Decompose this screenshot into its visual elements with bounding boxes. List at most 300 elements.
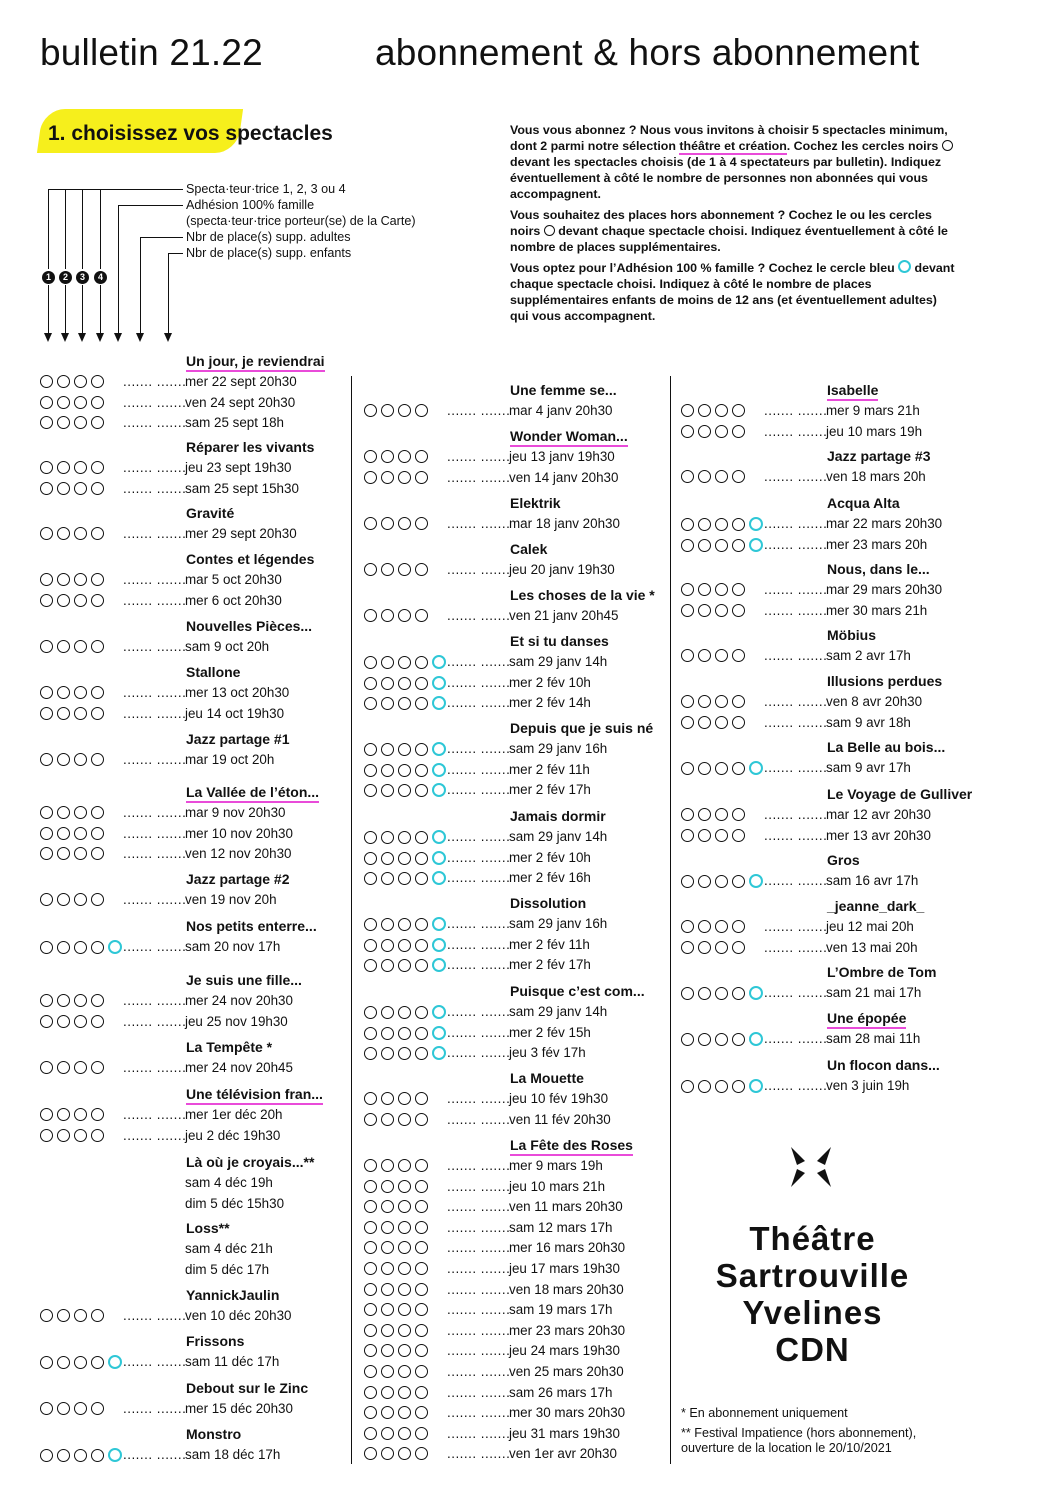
spectator-circle-checkbox[interactable] [364,1092,377,1105]
spectator-circle-checkbox[interactable] [415,609,428,622]
spectator-circle-checkbox[interactable] [415,677,428,690]
spectator-circle-checkbox[interactable] [40,1402,53,1415]
spectator-circle-checkbox[interactable] [40,1061,53,1074]
spectator-circle-checkbox[interactable] [681,808,694,821]
extra-places-fields[interactable]: ....... ....... [123,1447,187,1462]
spectator-circle-checkbox[interactable] [698,716,711,729]
spectator-circle-checkbox[interactable] [74,707,87,720]
spectator-circle-checkbox[interactable] [364,609,377,622]
spectator-circle-checkbox[interactable] [732,1033,745,1046]
extra-places-fields[interactable]: ....... ....... [447,1045,511,1061]
spectator-circle-checkbox[interactable] [715,716,728,729]
spectator-circle-checkbox[interactable] [415,784,428,797]
spectator-circle-checkbox[interactable] [364,852,377,865]
spectator-circle-checkbox[interactable] [681,987,694,1000]
spectator-circle-checkbox[interactable] [74,396,87,409]
spectator-circle-checkbox[interactable] [364,1447,377,1460]
spectator-circle-checkbox[interactable] [681,583,694,596]
spectator-circle-checkbox[interactable] [40,416,53,429]
spectator-circle-checkbox[interactable] [381,1159,394,1172]
spectator-circle-checkbox[interactable] [91,994,104,1007]
spectator-circle-checkbox[interactable] [91,1356,104,1369]
spectator-circle-checkbox[interactable] [698,829,711,842]
spectator-circle-checkbox[interactable] [91,482,104,495]
extra-places-fields[interactable]: ....... ....... [764,694,828,709]
extra-places-fields[interactable]: ....... ....... [123,572,187,587]
spectator-circle-checkbox[interactable] [381,872,394,885]
extra-places-fields[interactable]: ....... ....... [123,1401,187,1416]
spectator-circle-checkbox[interactable] [381,450,394,463]
spectator-circle-checkbox[interactable] [732,808,745,821]
spectator-circle-checkbox[interactable] [415,1241,428,1254]
extra-places-fields[interactable]: ....... ....... [764,827,828,843]
spectator-circle-checkbox[interactable] [415,563,428,576]
spectator-circle-checkbox[interactable] [415,852,428,865]
extra-places-fields[interactable]: ....... ....... [447,870,511,886]
spectator-circle-checkbox[interactable] [681,425,694,438]
spectator-circle-checkbox[interactable] [381,831,394,844]
spectator-circle-checkbox[interactable] [364,656,377,669]
spectator-circle-checkbox[interactable] [681,518,694,531]
spectator-circle-checkbox[interactable] [57,1356,70,1369]
spectator-circle-checkbox[interactable] [715,762,728,775]
extra-places-fields[interactable]: ....... ....... [764,919,828,934]
spectator-circle-checkbox[interactable] [681,762,694,775]
spectator-circle-checkbox[interactable] [40,1449,53,1462]
spectator-circle-checkbox[interactable] [698,875,711,888]
spectator-circle-checkbox[interactable] [415,918,428,931]
spectator-circle-checkbox[interactable] [57,640,70,653]
spectator-circle-checkbox[interactable] [40,686,53,699]
extra-places-fields[interactable]: ....... ....... [123,685,187,700]
spectator-circle-checkbox[interactable] [57,941,70,954]
spectator-circle-checkbox[interactable] [381,656,394,669]
spectator-circle-checkbox[interactable] [74,753,87,766]
spectator-circle-checkbox[interactable] [74,594,87,607]
spectator-circle-checkbox[interactable] [91,527,104,540]
extra-places-fields[interactable]: ....... ....... [764,939,828,955]
spectator-circle-checkbox[interactable] [398,450,411,463]
family-circle-checkbox[interactable] [432,763,446,777]
spectator-circle-checkbox[interactable] [698,987,711,1000]
spectator-circle-checkbox[interactable] [698,762,711,775]
spectator-circle-checkbox[interactable] [398,1262,411,1275]
spectator-circle-checkbox[interactable] [364,563,377,576]
spectator-circle-checkbox[interactable] [74,686,87,699]
spectator-circle-checkbox[interactable] [398,656,411,669]
spectator-circle-checkbox[interactable] [40,640,53,653]
spectator-circle-checkbox[interactable] [364,1365,377,1378]
spectator-circle-checkbox[interactable] [415,1047,428,1060]
extra-places-fields[interactable]: ....... ....... [447,469,511,485]
extra-places-fields[interactable]: ....... ....... [447,1091,511,1106]
family-circle-checkbox[interactable] [432,917,446,931]
spectator-circle-checkbox[interactable] [415,450,428,463]
extra-places-fields[interactable]: ....... ....... [123,1107,187,1122]
family-circle-checkbox[interactable] [432,696,446,710]
spectator-circle-checkbox[interactable] [681,716,694,729]
extra-places-fields[interactable]: ....... ....... [764,516,828,531]
spectator-circle-checkbox[interactable] [40,1356,53,1369]
spectator-circle-checkbox[interactable] [415,831,428,844]
spectator-circle-checkbox[interactable] [415,939,428,952]
spectator-circle-checkbox[interactable] [91,941,104,954]
spectator-circle-checkbox[interactable] [398,1427,411,1440]
extra-places-fields[interactable]: ....... ....... [447,1302,511,1318]
spectator-circle-checkbox[interactable] [381,1047,394,1060]
spectator-circle-checkbox[interactable] [398,1447,411,1460]
extra-places-fields[interactable]: ....... ....... [447,1343,511,1359]
spectator-circle-checkbox[interactable] [715,808,728,821]
extra-places-fields[interactable]: ....... ....... [447,562,511,577]
spectator-circle-checkbox[interactable] [364,1427,377,1440]
spectator-circle-checkbox[interactable] [91,1015,104,1028]
extra-places-fields[interactable]: ....... ....... [447,1405,511,1421]
spectator-circle-checkbox[interactable] [364,1283,377,1296]
spectator-circle-checkbox[interactable] [732,875,745,888]
extra-places-fields[interactable]: ....... ....... [447,849,511,865]
spectator-circle-checkbox[interactable] [40,461,53,474]
spectator-circle-checkbox[interactable] [364,1241,377,1254]
spectator-circle-checkbox[interactable] [40,482,53,495]
spectator-circle-checkbox[interactable] [74,1449,87,1462]
spectator-circle-checkbox[interactable] [91,1449,104,1462]
spectator-circle-checkbox[interactable] [74,1015,87,1028]
extra-places-fields[interactable]: ....... ....... [764,423,828,439]
spectator-circle-checkbox[interactable] [57,396,70,409]
spectator-circle-checkbox[interactable] [364,1113,377,1126]
spectator-circle-checkbox[interactable] [398,1200,411,1213]
spectator-circle-checkbox[interactable] [364,697,377,710]
extra-places-fields[interactable]: ....... ....... [764,714,828,730]
extra-places-fields[interactable]: ....... ....... [447,1384,511,1400]
spectator-circle-checkbox[interactable] [57,847,70,860]
spectator-circle-checkbox[interactable] [57,416,70,429]
spectator-circle-checkbox[interactable] [381,1262,394,1275]
extra-places-fields[interactable]: ....... ....... [447,1024,511,1040]
spectator-circle-checkbox[interactable] [74,573,87,586]
spectator-circle-checkbox[interactable] [715,829,728,842]
spectator-circle-checkbox[interactable] [364,1303,377,1316]
family-circle-checkbox[interactable] [749,1079,763,1093]
spectator-circle-checkbox[interactable] [715,470,728,483]
extra-places-fields[interactable]: ....... ....... [764,985,828,1000]
spectator-circle-checkbox[interactable] [398,1027,411,1040]
spectator-circle-checkbox[interactable] [364,1406,377,1419]
spectator-circle-checkbox[interactable] [381,1365,394,1378]
spectator-circle-checkbox[interactable] [681,1033,694,1046]
spectator-circle-checkbox[interactable] [398,1113,411,1126]
spectator-circle-checkbox[interactable] [698,425,711,438]
family-circle-checkbox[interactable] [432,742,446,756]
spectator-circle-checkbox[interactable] [364,1180,377,1193]
spectator-circle-checkbox[interactable] [398,743,411,756]
spectator-circle-checkbox[interactable] [364,764,377,777]
spectator-circle-checkbox[interactable] [681,404,694,417]
spectator-circle-checkbox[interactable] [698,470,711,483]
spectator-circle-checkbox[interactable] [57,753,70,766]
spectator-circle-checkbox[interactable] [57,527,70,540]
family-circle-checkbox[interactable] [432,851,446,865]
spectator-circle-checkbox[interactable] [715,518,728,531]
extra-places-fields[interactable]: ....... ....... [123,480,187,496]
spectator-circle-checkbox[interactable] [91,594,104,607]
spectator-circle-checkbox[interactable] [364,784,377,797]
spectator-circle-checkbox[interactable] [398,784,411,797]
spectator-circle-checkbox[interactable] [381,1006,394,1019]
extra-places-fields[interactable]: ....... ....... [447,1364,511,1379]
spectator-circle-checkbox[interactable] [91,753,104,766]
spectator-circle-checkbox[interactable] [398,697,411,710]
spectator-circle-checkbox[interactable] [681,539,694,552]
spectator-circle-checkbox[interactable] [398,471,411,484]
extra-places-fields[interactable]: ....... ....... [764,807,828,822]
spectator-circle-checkbox[interactable] [681,470,694,483]
spectator-circle-checkbox[interactable] [415,1159,428,1172]
family-circle-checkbox[interactable] [432,938,446,952]
extra-places-fields[interactable]: ....... ....... [123,526,187,541]
spectator-circle-checkbox[interactable] [57,994,70,1007]
extra-places-fields[interactable]: ....... ....... [123,805,187,820]
spectator-circle-checkbox[interactable] [364,939,377,952]
spectator-circle-checkbox[interactable] [57,707,70,720]
spectator-circle-checkbox[interactable] [715,425,728,438]
family-circle-checkbox[interactable] [108,940,122,954]
extra-places-fields[interactable]: ....... ....... [764,760,828,775]
spectator-circle-checkbox[interactable] [398,1159,411,1172]
spectator-circle-checkbox[interactable] [715,583,728,596]
spectator-circle-checkbox[interactable] [398,1221,411,1234]
spectator-circle-checkbox[interactable] [732,941,745,954]
spectator-circle-checkbox[interactable] [91,640,104,653]
spectator-circle-checkbox[interactable] [698,1033,711,1046]
spectator-circle-checkbox[interactable] [91,1108,104,1121]
spectator-circle-checkbox[interactable] [40,806,53,819]
spectator-circle-checkbox[interactable] [381,939,394,952]
spectator-circle-checkbox[interactable] [40,847,53,860]
spectator-circle-checkbox[interactable] [381,1092,394,1105]
extra-places-fields[interactable]: ....... ....... [123,993,187,1008]
family-circle-checkbox[interactable] [749,538,763,552]
spectator-circle-checkbox[interactable] [715,875,728,888]
extra-places-fields[interactable]: ....... ....... [447,782,511,798]
spectator-circle-checkbox[interactable] [398,939,411,952]
spectator-circle-checkbox[interactable] [74,994,87,1007]
spectator-circle-checkbox[interactable] [74,461,87,474]
spectator-circle-checkbox[interactable] [398,1241,411,1254]
spectator-circle-checkbox[interactable] [698,941,711,954]
spectator-circle-checkbox[interactable] [364,677,377,690]
spectator-circle-checkbox[interactable] [681,920,694,933]
spectator-circle-checkbox[interactable] [40,753,53,766]
spectator-circle-checkbox[interactable] [732,604,745,617]
spectator-circle-checkbox[interactable] [415,1006,428,1019]
spectator-circle-checkbox[interactable] [715,539,728,552]
spectator-circle-checkbox[interactable] [40,375,53,388]
spectator-circle-checkbox[interactable] [40,893,53,906]
extra-places-fields[interactable]: ....... ....... [447,1446,511,1462]
spectator-circle-checkbox[interactable] [40,1309,53,1322]
spectator-circle-checkbox[interactable] [74,482,87,495]
extra-places-fields[interactable]: ....... ....... [764,1078,828,1093]
spectator-circle-checkbox[interactable] [57,1108,70,1121]
spectator-circle-checkbox[interactable] [715,404,728,417]
extra-places-fields[interactable]: ....... ....... [764,602,828,618]
spectator-circle-checkbox[interactable] [398,918,411,931]
spectator-circle-checkbox[interactable] [74,1402,87,1415]
spectator-circle-checkbox[interactable] [57,1402,70,1415]
spectator-circle-checkbox[interactable] [415,764,428,777]
spectator-circle-checkbox[interactable] [381,1241,394,1254]
extra-places-fields[interactable]: ....... ....... [123,1060,187,1075]
spectator-circle-checkbox[interactable] [398,1047,411,1060]
extra-places-fields[interactable]: ....... ....... [123,592,187,608]
spectator-circle-checkbox[interactable] [364,959,377,972]
spectator-circle-checkbox[interactable] [381,1406,394,1419]
spectator-circle-checkbox[interactable] [381,471,394,484]
spectator-circle-checkbox[interactable] [398,872,411,885]
extra-places-fields[interactable]: ....... ....... [123,415,187,431]
spectator-circle-checkbox[interactable] [381,1200,394,1213]
extra-places-fields[interactable]: ....... ....... [764,536,828,552]
spectator-circle-checkbox[interactable] [364,450,377,463]
spectator-circle-checkbox[interactable] [715,941,728,954]
extra-places-fields[interactable]: ....... ....... [447,916,511,931]
spectator-circle-checkbox[interactable] [40,1129,53,1142]
family-circle-checkbox[interactable] [749,874,763,888]
spectator-circle-checkbox[interactable] [74,941,87,954]
spectator-circle-checkbox[interactable] [74,1129,87,1142]
spectator-circle-checkbox[interactable] [698,920,711,933]
spectator-circle-checkbox[interactable] [415,1221,428,1234]
spectator-circle-checkbox[interactable] [381,1283,394,1296]
extra-places-fields[interactable]: ....... ....... [447,741,511,756]
extra-places-fields[interactable]: ....... ....... [123,939,187,954]
spectator-circle-checkbox[interactable] [415,872,428,885]
spectator-circle-checkbox[interactable] [415,1200,428,1213]
spectator-circle-checkbox[interactable] [698,1080,711,1093]
spectator-circle-checkbox[interactable] [381,1447,394,1460]
spectator-circle-checkbox[interactable] [415,656,428,669]
extra-places-fields[interactable]: ....... ....... [123,825,187,841]
spectator-circle-checkbox[interactable] [74,375,87,388]
spectator-circle-checkbox[interactable] [91,1061,104,1074]
extra-places-fields[interactable]: ....... ....... [123,705,187,721]
spectator-circle-checkbox[interactable] [732,920,745,933]
spectator-circle-checkbox[interactable] [40,573,53,586]
spectator-circle-checkbox[interactable] [381,1427,394,1440]
family-circle-checkbox[interactable] [108,1448,122,1462]
spectator-circle-checkbox[interactable] [415,697,428,710]
spectator-circle-checkbox[interactable] [364,1047,377,1060]
spectator-circle-checkbox[interactable] [40,994,53,1007]
spectator-circle-checkbox[interactable] [715,604,728,617]
spectator-circle-checkbox[interactable] [364,404,377,417]
spectator-circle-checkbox[interactable] [681,875,694,888]
spectator-circle-checkbox[interactable] [91,827,104,840]
spectator-circle-checkbox[interactable] [364,471,377,484]
spectator-circle-checkbox[interactable] [364,872,377,885]
family-circle-checkbox[interactable] [749,1032,763,1046]
spectator-circle-checkbox[interactable] [40,396,53,409]
family-circle-checkbox[interactable] [432,1026,446,1040]
spectator-circle-checkbox[interactable] [40,594,53,607]
extra-places-fields[interactable]: ....... ....... [123,460,187,475]
spectator-circle-checkbox[interactable] [91,396,104,409]
extra-places-fields[interactable]: ....... ....... [447,1004,511,1019]
spectator-circle-checkbox[interactable] [74,1356,87,1369]
spectator-circle-checkbox[interactable] [715,1033,728,1046]
spectator-circle-checkbox[interactable] [91,686,104,699]
spectator-circle-checkbox[interactable] [381,1180,394,1193]
spectator-circle-checkbox[interactable] [74,640,87,653]
spectator-circle-checkbox[interactable] [415,1324,428,1337]
spectator-circle-checkbox[interactable] [91,707,104,720]
spectator-circle-checkbox[interactable] [398,1365,411,1378]
family-circle-checkbox[interactable] [749,761,763,775]
spectator-circle-checkbox[interactable] [398,563,411,576]
spectator-circle-checkbox[interactable] [381,918,394,931]
spectator-circle-checkbox[interactable] [364,1344,377,1357]
extra-places-fields[interactable]: ....... ....... [123,892,187,907]
spectator-circle-checkbox[interactable] [715,987,728,1000]
spectator-circle-checkbox[interactable] [681,941,694,954]
spectator-circle-checkbox[interactable] [698,583,711,596]
spectator-circle-checkbox[interactable] [681,649,694,662]
extra-places-fields[interactable]: ....... ....... [123,374,187,389]
extra-places-fields[interactable]: ....... ....... [447,1425,511,1441]
spectator-circle-checkbox[interactable] [715,649,728,662]
spectator-circle-checkbox[interactable] [91,1129,104,1142]
spectator-circle-checkbox[interactable] [381,743,394,756]
spectator-circle-checkbox[interactable] [91,1309,104,1322]
spectator-circle-checkbox[interactable] [364,517,377,530]
spectator-circle-checkbox[interactable] [415,1027,428,1040]
spectator-circle-checkbox[interactable] [732,649,745,662]
family-circle-checkbox[interactable] [749,517,763,531]
spectator-circle-checkbox[interactable] [398,609,411,622]
spectator-circle-checkbox[interactable] [398,1092,411,1105]
spectator-circle-checkbox[interactable] [415,1262,428,1275]
extra-places-fields[interactable]: ....... ....... [447,608,511,623]
extra-places-fields[interactable]: ....... ....... [447,1158,511,1173]
extra-places-fields[interactable]: ....... ....... [764,1031,828,1046]
family-circle-checkbox[interactable] [432,676,446,690]
spectator-circle-checkbox[interactable] [40,1015,53,1028]
spectator-circle-checkbox[interactable] [74,1061,87,1074]
spectator-circle-checkbox[interactable] [732,404,745,417]
spectator-circle-checkbox[interactable] [57,375,70,388]
spectator-circle-checkbox[interactable] [381,1113,394,1126]
spectator-circle-checkbox[interactable] [732,762,745,775]
spectator-circle-checkbox[interactable] [40,941,53,954]
spectator-circle-checkbox[interactable] [681,695,694,708]
extra-places-fields[interactable]: ....... ....... [123,846,187,862]
extra-places-fields[interactable]: ....... ....... [447,1261,511,1276]
extra-places-fields[interactable]: ....... ....... [447,674,511,690]
spectator-circle-checkbox[interactable] [91,573,104,586]
spectator-circle-checkbox[interactable] [91,1402,104,1415]
spectator-circle-checkbox[interactable] [364,1324,377,1337]
family-circle-checkbox[interactable] [432,783,446,797]
spectator-circle-checkbox[interactable] [381,959,394,972]
spectator-circle-checkbox[interactable] [57,1129,70,1142]
family-circle-checkbox[interactable] [432,655,446,669]
spectator-circle-checkbox[interactable] [74,893,87,906]
spectator-circle-checkbox[interactable] [415,1113,428,1126]
spectator-circle-checkbox[interactable] [381,784,394,797]
spectator-circle-checkbox[interactable] [398,1386,411,1399]
